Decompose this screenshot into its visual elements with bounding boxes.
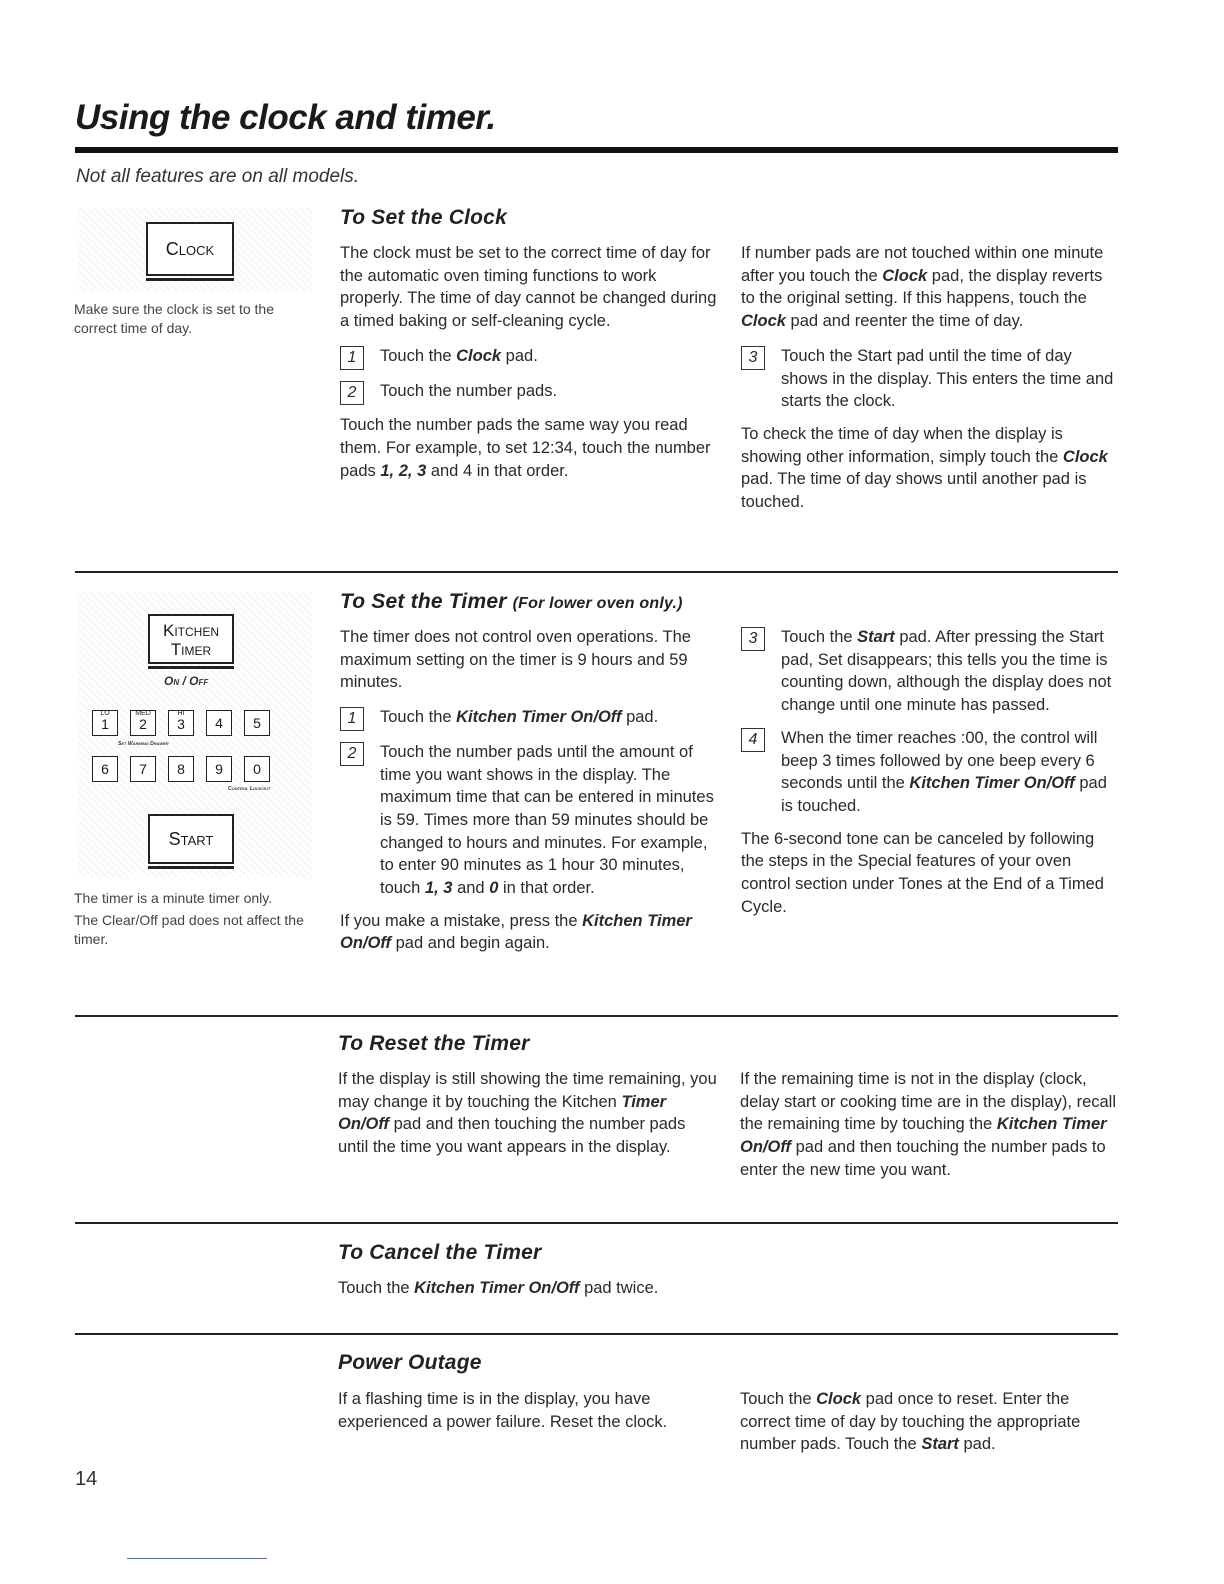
section-divider — [75, 571, 1118, 573]
power-section-title: Power Outage — [338, 1351, 482, 1374]
step-number: 2 — [340, 742, 364, 766]
clock-timeout-note: If number pads are not touched within one minute after you touch the Clock pad, the display reverts to the original setting. If this happens, touch the Clock pad and reenter the time of day. — [741, 244, 1104, 331]
timer-step-1: 1 Touch the Kitchen Timer On/Off pad. — [340, 706, 720, 729]
kitchen-timer-label-2: Timer — [170, 640, 212, 659]
step-number: 3 — [741, 346, 765, 370]
timer-left-column — [340, 626, 720, 955]
clock-diagram — [78, 208, 312, 292]
clock-pad-label: Clock — [165, 239, 215, 259]
title-rule — [75, 147, 1118, 153]
timer-caption: The timer is a minute timer only. The Clear/Off pad does not affect the timer. — [74, 890, 304, 947]
section-divider — [75, 1333, 1118, 1335]
number-pad-key — [130, 710, 156, 736]
key-sublabel: MED — [135, 710, 151, 717]
key-number: 6 — [101, 761, 109, 777]
number-pad-key — [92, 756, 118, 782]
timer-mistake-note: If you make a mistake, press the Kitchen Timer On/Off pad and begin again. — [340, 911, 692, 953]
key-number: 1 — [101, 716, 109, 732]
timer-step-2: 2 Touch the number pads until the amount of time you want shows in the display. The maximum time that can be entered in minutes is 59. Times more than 59 minutes should be changed to hours and minutes. For example, to enter 90 minutes as 1 hour 30 minutes, touch 1, 3 and 0 in that order. — [340, 741, 720, 900]
page-number: 14 — [75, 1468, 98, 1490]
clock-note: Touch the number pads the same way you read them. For example, to set 12:34, touch the number pads 1, 2, 3 and 4 in that order. — [340, 416, 711, 480]
clock-step-3: 3 Touch the Start pad until the time of day shows in the display. This enters the time and starts the clock. — [741, 345, 1119, 413]
number-pad-key — [168, 756, 194, 782]
on-off-label: On / Off — [164, 674, 209, 688]
clock-step-2: 2 Touch the number pads. — [340, 380, 720, 403]
timer-right-column — [741, 626, 1121, 918]
warming-drawer-label: Set Warming Drawer — [118, 741, 169, 747]
cancel-section-title: To Cancel the Timer — [338, 1241, 542, 1264]
clock-left-column — [340, 242, 720, 482]
number-pad-key — [206, 710, 232, 736]
clock-check-note: To check the time of day when the display is showing other information, simply touch the Clock pad. The time of day shows until another pad is touched. — [741, 424, 1108, 512]
number-pad-key — [244, 756, 270, 782]
step-number: 4 — [741, 728, 765, 752]
key-number: 5 — [253, 715, 261, 731]
number-pad-key — [130, 756, 156, 782]
page-title: Using the clock and timer. — [75, 98, 496, 137]
timer-step-3: 3 Touch the Start pad. After pressing the Start pad, Set disappears; this tells you the time is counting down, although the display does not change until one minute has passed. — [741, 626, 1121, 717]
clock-section-title: To Set the Clock — [340, 206, 507, 229]
power-right-column: Touch the Clock pad once to reset. Enter the correct time of day by touching the appropriate number pads. Touch the Start pad. — [740, 1390, 1081, 1454]
reset-right-column: If the remaining time is not in the display (clock, delay start or cooking time are in the display), recall the remaining time by touching the Kitchen Timer On/Off pad and then touching the number pads to enter the new time you want. — [740, 1070, 1117, 1179]
page-subtitle: Not all features are on all models. — [76, 166, 360, 187]
key-sublabel: HI — [177, 710, 185, 717]
start-pad — [148, 814, 234, 864]
step-number: 3 — [741, 627, 765, 651]
cancel-text: Touch the Kitchen Timer On/Off pad twice. — [338, 1279, 659, 1297]
clock-step-1: 1 Touch the Clock pad. — [340, 345, 720, 368]
key-number: 8 — [177, 761, 185, 777]
pad-indicator-bar — [148, 866, 234, 869]
timer-intro: The timer does not control oven operations. The maximum setting on the timer is 9 hours and 59 minutes. — [340, 628, 691, 692]
step-number: 2 — [340, 381, 364, 405]
key-number: 4 — [215, 715, 223, 731]
number-pad-key — [168, 710, 194, 736]
reset-section-title: To Reset the Timer — [338, 1032, 530, 1055]
key-number: 7 — [139, 761, 147, 777]
section-divider — [75, 1015, 1118, 1017]
key-number: 3 — [177, 716, 185, 732]
pad-indicator-bar — [146, 278, 234, 281]
key-number: 9 — [215, 761, 223, 777]
clock-pad — [146, 222, 234, 276]
timer-tone-note: The 6-second tone can be canceled by following the steps in the Special features of your oven control section under Tones at the End of a Timed Cycle. — [741, 829, 1104, 916]
step-number: 1 — [340, 707, 364, 731]
section-divider — [75, 1222, 1118, 1224]
control-lockout-label: Control Lockout — [228, 786, 271, 792]
key-number: 2 — [139, 716, 147, 732]
reset-left-column: If the display is still showing the time remaining, you may change it by touching the Kitchen Timer On/Off pad and then touching the number pads until the time you want appears in the display. — [338, 1070, 717, 1157]
power-left-column: If a flashing time is in the display, you have experienced a power failure. Reset the clock. — [338, 1390, 668, 1431]
number-pad-key — [206, 756, 232, 782]
clock-intro: The clock must be set to the correct time of day for the automatic oven timing functions to work properly. The time of day cannot be changed during a timed baking or self-cleaning cycle. — [340, 244, 717, 331]
kitchen-timer-pad — [148, 614, 234, 664]
step-number: 1 — [340, 346, 364, 370]
timer-step-4: 4 When the timer reaches :00, the control will beep 3 times followed by one beep every 6 seconds until the Kitchen Timer On/Off pad is touched. — [741, 727, 1121, 818]
clock-right-column — [741, 242, 1119, 514]
timer-section-title: To Set the Timer (For lower oven only.) — [340, 590, 683, 613]
timer-diagram — [78, 592, 312, 878]
pad-indicator-bar — [148, 666, 234, 669]
key-sublabel: LO — [100, 710, 110, 717]
number-pad-key — [92, 710, 118, 736]
start-pad-label: Start — [168, 829, 214, 849]
footer-link-underline — [127, 1558, 267, 1559]
key-number: 0 — [253, 761, 261, 777]
kitchen-timer-label-1: Kitchen — [162, 621, 219, 640]
number-pad-key — [244, 710, 270, 736]
clock-caption: Make sure the clock is set to the correct time of day. — [74, 301, 274, 336]
